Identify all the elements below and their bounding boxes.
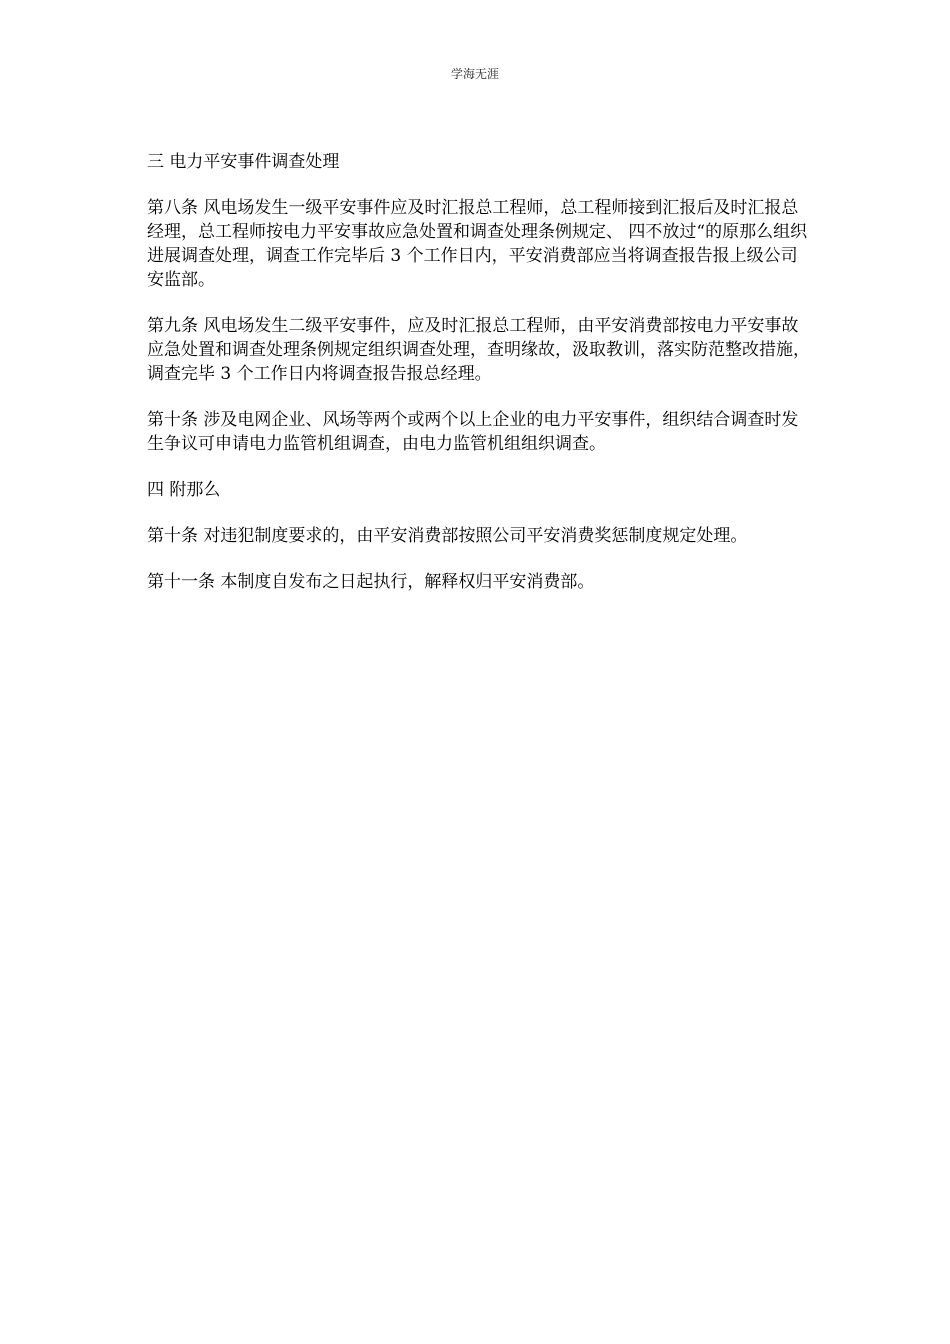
section-heading-3: 三 电力平安事件调查处理 xyxy=(147,152,340,172)
article-11: 第十一条 本制度自发布之日起执行，解释权归平安消费部。 xyxy=(147,572,595,592)
article-8: 第八条 风电场发生一级平安事件应及时汇报总工程师，总工程师接到汇报后及时汇报总经理，总工程师按电力平安事故应急处置和调查处理条例规定、 四不放过“的原那么组织进展调查处理，调查工作完毕后 3 个工作日内，平安消费部应当将调查报告报上级公司安监部。 xyxy=(147,198,808,290)
article-10: 第十条 涉及电网企业、风场等两个或两个以上企业的电力平安事件，组织结合调查时发生争议可申请电力监管机组调查，由电力监管机组组织调查。 xyxy=(147,410,799,454)
document-body xyxy=(147,150,812,616)
article-9: 第九条 风电场发生二级平安事件，应及时汇报总工程师，由平安消费部按电力平安事故应急处置和调查处理条例规定组织调查处理，查明缘故，汲取教训，落实防范整改措施，调查完毕 3 个工作日内将调查报告报总经理。 xyxy=(147,316,810,384)
article-10-penalty: 第十条 对违犯制度要求的，由平安消费部按照公司平安消费奖惩制度规定处理。 xyxy=(147,526,748,546)
page-header: 学海无涯 xyxy=(450,67,499,81)
section-heading-4: 四 附那么 xyxy=(147,480,221,500)
